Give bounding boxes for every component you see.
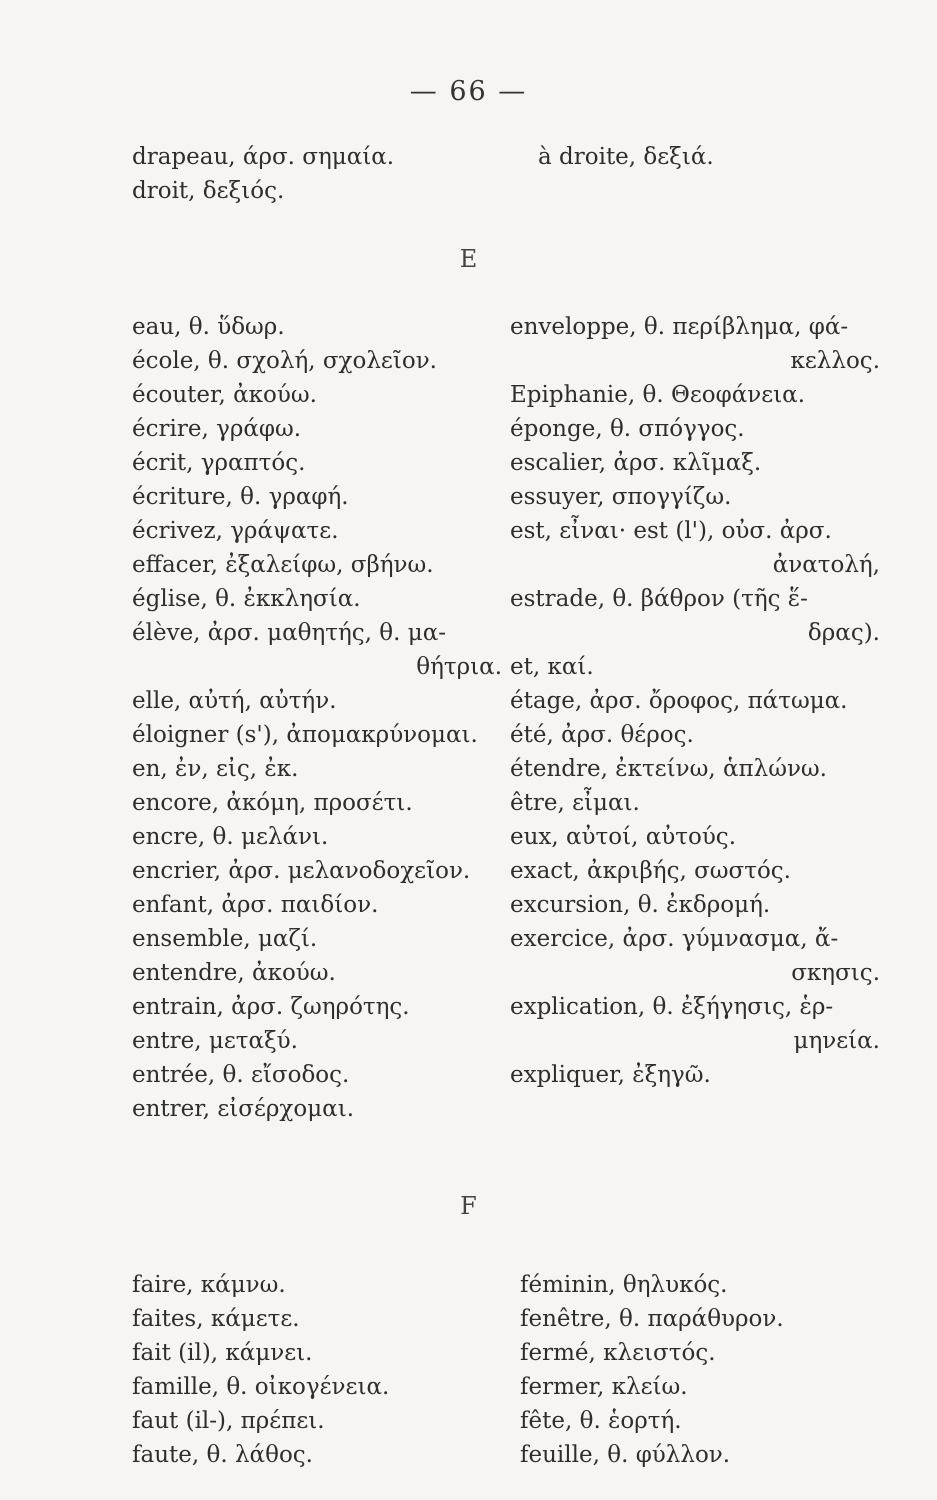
entry: féminin, θηλυκός. — [520, 1272, 728, 1298]
entry-continuation: σκησις. — [791, 960, 880, 986]
entry: enveloppe, θ. περίβλημα, φά- — [510, 314, 849, 340]
entry: éloigner (s'), ἀπομακρύνομαι. — [132, 722, 478, 748]
d-left-column — [132, 140, 502, 208]
page-number: — 66 — — [409, 76, 528, 107]
d-right-column — [538, 140, 908, 174]
entry: drapeau, άρσ. σημαία. — [132, 144, 395, 170]
entry: entrer, εἰσέρχομαι. — [132, 1096, 355, 1122]
entry: à droite, δεξιά. — [538, 144, 714, 170]
entry: Epiphanie, θ. Θεοφάνεια. — [510, 382, 806, 408]
entry: faites, κάμετε. — [132, 1306, 300, 1332]
entry: excursion, θ. ἐκδρομή. — [510, 892, 771, 918]
e-right-column — [510, 310, 880, 1092]
entry: entrée, θ. εἴσοδος. — [132, 1062, 350, 1088]
entry: écouter, ἀκούω. — [132, 382, 317, 408]
entry-continuation: μηνεία. — [793, 1028, 880, 1054]
entry: estrade, θ. βάθρον (τῆς ἕ- — [510, 586, 808, 612]
entry: essuyer, σπογγίζω. — [510, 484, 732, 510]
entry: écrit, γραπτός. — [132, 450, 306, 476]
entry: fermer, κλείω. — [520, 1374, 688, 1400]
entry: effacer, ἐξαλείφω, σβήνω. — [132, 552, 434, 578]
entry-continuation: κελλος. — [790, 348, 880, 374]
entry: entendre, ἀκούω. — [132, 960, 336, 986]
entry: famille, θ. οἰκογένεια. — [132, 1374, 390, 1400]
entry: droit, δεξιός. — [132, 178, 285, 204]
entry: écrire, γράφω. — [132, 416, 302, 442]
entry-continuation: δρας). — [807, 620, 880, 646]
entry: église, θ. ἐκκλησία. — [132, 586, 361, 612]
entry: entre, μεταξύ. — [132, 1028, 298, 1054]
f-left-column — [132, 1268, 502, 1472]
entry: enfant, ἀρσ. παιδίον. — [132, 892, 379, 918]
entry: exercice, ἀρσ. γύμνασμα, ἄ- — [510, 926, 839, 952]
entry: être, εἶμαι. — [510, 790, 640, 816]
entry: entrain, ἀρσ. ζωηρότης. — [132, 994, 410, 1020]
f-right-column — [520, 1268, 890, 1472]
entry: étage, ἀρσ. ὄροφος, πάτωμα. — [510, 688, 848, 714]
entry: est, εἶναι· est (l'), οὐσ. ἀρσ. — [510, 518, 832, 544]
entry: faut (il-), πρέπει. — [132, 1408, 325, 1434]
entry: encre, θ. μελάνι. — [132, 824, 329, 850]
entry-continuation: θήτρια. — [416, 654, 502, 680]
entry: explication, θ. ἐξήγησις, ἑρ- — [510, 994, 834, 1020]
entry-continuation: ἀνατολή, — [772, 552, 880, 578]
entry: éponge, θ. σπόγγος. — [510, 416, 745, 442]
entry: ensemble, μαζί. — [132, 926, 318, 952]
entry: écriture, θ. γραφή. — [132, 484, 349, 510]
section-letter-f: F — [460, 1192, 477, 1220]
e-left-column — [132, 310, 502, 1126]
section-letter-e: E — [459, 245, 478, 273]
entry: fenêtre, θ. παράθυρον. — [520, 1306, 784, 1332]
entry: école, θ. σχολή, σχολεῖον. — [132, 348, 437, 374]
entry: escalier, ἀρσ. κλῖμαξ. — [510, 450, 762, 476]
entry: eau, θ. ὕδωρ. — [132, 314, 285, 340]
entry: élève, ἀρσ. μαθητής, θ. μα- — [132, 620, 447, 646]
entry: elle, αὐτή, αὐτήν. — [132, 688, 337, 714]
entry: eux, αὐτοί, αὐτούς. — [510, 824, 737, 850]
entry: exact, ἀκριβής, σωστός. — [510, 858, 791, 884]
entry: feuille, θ. φύλλον. — [520, 1442, 731, 1468]
entry: faute, θ. λάθος. — [132, 1442, 313, 1468]
entry: écrivez, γράψατε. — [132, 518, 339, 544]
entry: fermé, κλειστός. — [520, 1340, 716, 1366]
entry: en, ἐν, εἰς, ἐκ. — [132, 756, 299, 782]
entry: expliquer, ἐξηγῶ. — [510, 1062, 711, 1088]
entry: encore, ἀκόμη, προσέτι. — [132, 790, 413, 816]
entry: encrier, ἀρσ. μελανοδοχεῖον. — [132, 858, 471, 884]
entry: fait (il), κάμνει. — [132, 1340, 313, 1366]
entry: été, ἀρσ. θέρος. — [510, 722, 694, 748]
entry: et, καί. — [510, 654, 594, 680]
entry: fête, θ. ἑορτή. — [520, 1408, 682, 1434]
entry: étendre, ἐκτείνω, ἁπλώνω. — [510, 756, 827, 782]
entry: faire, κάμνω. — [132, 1272, 286, 1298]
